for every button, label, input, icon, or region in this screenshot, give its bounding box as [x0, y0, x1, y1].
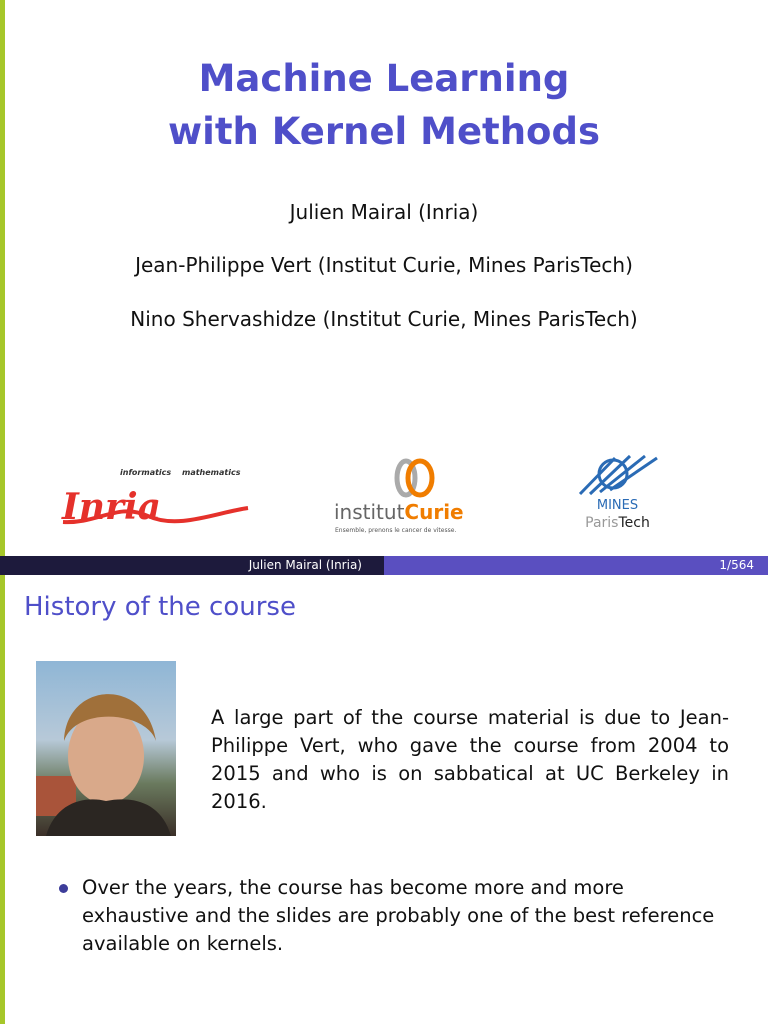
curie-name: Curie — [404, 500, 464, 524]
mines-paris: Paris — [585, 515, 619, 531]
slide-footer — [0, 556, 768, 575]
author: Nino Shervashidze (Institut Curie, Mines ParisTech) — [130, 307, 638, 331]
bullet-icon — [59, 884, 68, 893]
curie-prefix: institut — [334, 500, 405, 524]
institut-curie-logo — [330, 458, 464, 538]
title-line: with Kernel Methods — [167, 110, 600, 153]
intro-paragraph: A large part of the course material is due to Jean-Philippe Vert, who gave the course from 2004 to 2015 and who is on sabbatical at UC Berkeley in 2016. — [211, 706, 729, 813]
slide-title — [0, 52, 768, 158]
inria-logo — [58, 466, 253, 532]
author: Jean-Philippe Vert (Institut Curie, Mines ParisTech) — [135, 253, 633, 277]
page-number: 1/564 — [719, 558, 754, 572]
inria-wordmark: Inria — [62, 486, 161, 528]
footer-author: Julien Mairal (Inria) — [248, 558, 362, 572]
curie-tagline: Ensemble, prenons le cancer de vitesse. — [335, 527, 457, 534]
inria-tag: mathematics — [182, 468, 241, 477]
title-line: Machine Learning — [198, 57, 570, 100]
portrait-photo — [36, 661, 176, 836]
slide-heading: History of the course — [24, 592, 296, 622]
slide-left-bar — [0, 575, 5, 1024]
mines-paristech-logo — [575, 452, 660, 532]
bullet-item: Over the years, the course has become more and more exhaustive and the slides are probably one of the best reference available on kernels. — [82, 876, 715, 955]
inria-tag: informatics — [120, 468, 172, 477]
mines-line1: MINES — [596, 498, 639, 513]
author: Julien Mairal (Inria) — [289, 200, 479, 224]
mines-tech: Tech — [618, 515, 650, 531]
